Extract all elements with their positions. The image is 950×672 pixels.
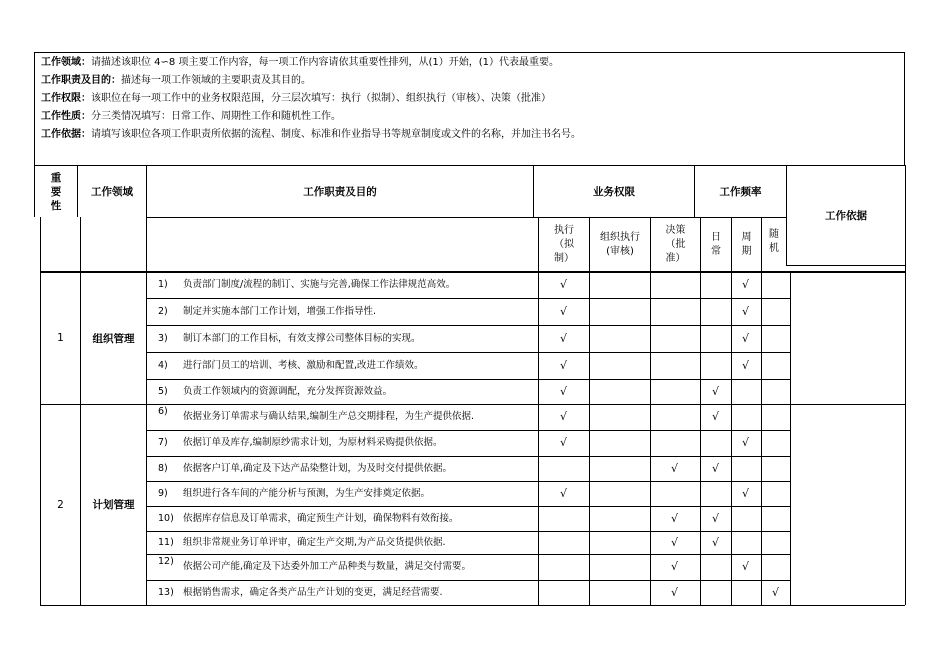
duty-description: 依据库存信息及订单需求，确定预生产计划，确保物料有效衔接。 <box>183 512 459 524</box>
check-mark-random: √ <box>772 586 780 599</box>
exec-subheader-line: 制） <box>554 252 574 264</box>
exec-subheader <box>539 218 589 271</box>
duty-description: 依据订单及库存,编制原纱需求计划，为原材料采购提供依据。 <box>183 437 443 448</box>
duty-number: 8) <box>158 462 168 474</box>
frequency-header: 工作频率 <box>719 185 762 198</box>
table-column-divider <box>790 272 791 605</box>
check-mark-periodic: √ <box>742 560 750 573</box>
check-mark-exec: √ <box>560 359 568 372</box>
duty-number: 5) <box>158 385 168 397</box>
authority-header: 业务权限 <box>593 185 635 198</box>
check-mark-exec: √ <box>560 410 568 423</box>
instruction-line <box>41 110 341 124</box>
table-right-border <box>905 271 906 605</box>
check-mark-decide: √ <box>671 512 679 525</box>
instruction-line <box>41 74 311 88</box>
duty-description: 组织非常规业务订单评审，确定生产交期,为产品交货提供依据. <box>183 536 446 548</box>
table-column-divider <box>731 272 732 605</box>
check-mark-exec: √ <box>560 278 568 291</box>
instruction-text: 该职位在每一项工作中的业务权限范围，分三层次填写：执行（拟制）、组织执行（审核）、决策（批准） <box>91 93 551 104</box>
subheader-divider <box>146 217 147 271</box>
duty-number: 6) <box>158 406 168 417</box>
instruction-label: 工作权限： <box>41 93 91 104</box>
subheader-divider <box>80 217 81 271</box>
duty-number: 7) <box>158 437 168 448</box>
duties-header: 工作职责及目的 <box>303 185 377 198</box>
group-domain: 组织管理 <box>92 332 135 345</box>
duty-description: 根据销售需求，确定各类产品生产计划的变更，满足经营需要. <box>183 586 443 598</box>
duty-number: 2) <box>158 305 168 317</box>
check-mark-exec: √ <box>560 332 568 345</box>
table-column-divider <box>650 272 651 605</box>
instruction-label: 工作职责及目的： <box>41 75 121 86</box>
instruction-text: 描述每一项工作领域的主要职责及其目的。 <box>121 75 311 86</box>
check-mark-periodic: √ <box>742 278 750 291</box>
periodic-subheader-line: 周 <box>741 231 752 243</box>
check-mark-exec: √ <box>560 436 568 449</box>
check-mark-exec: √ <box>560 385 568 398</box>
org-subheader-line: (审核) <box>606 245 634 257</box>
instruction-text: 请填写该职位各项工作职责所依据的流程、制度、标准和作业指导书等规章制度或文件的名称，并加注书名号。 <box>91 129 581 140</box>
check-mark-exec: √ <box>560 305 568 318</box>
table-column-divider <box>589 272 590 605</box>
check-mark-periodic: √ <box>742 487 750 500</box>
table-column-divider <box>761 272 762 605</box>
duty-description: 制订本部门的工作目标，有效支撑公司整体目标的实现。 <box>183 332 421 344</box>
duty-description: 依据公司产能,确定及下达委外加工产品种类与数量，满足交付需要。 <box>183 561 472 572</box>
duty-description: 负责工作领域内的资源调配，充分发挥资源效益。 <box>183 385 393 397</box>
duty-number: 11) <box>158 536 174 548</box>
duty-description: 组织进行各车间的产能分析与预测，为生产安排奠定依据。 <box>183 487 431 499</box>
random-subheader <box>762 218 786 265</box>
basis-bottom-border <box>786 265 905 266</box>
check-mark-periodic: √ <box>742 305 750 318</box>
table-column-divider <box>538 272 539 605</box>
importance-char: 要 <box>50 185 62 198</box>
check-mark-daily: √ <box>712 410 720 423</box>
duty-description: 依据客户订单,确定及下达产品染整计划，为及时交付提供依据。 <box>183 462 453 474</box>
instruction-line <box>41 56 559 70</box>
table-column-divider <box>146 272 147 605</box>
check-mark-periodic: √ <box>742 436 750 449</box>
check-mark-daily: √ <box>712 462 720 475</box>
table-group-border <box>40 605 905 606</box>
decide-subheader-line: 决策 <box>665 224 686 236</box>
random-subheader-line: 随 <box>769 228 779 240</box>
decide-subheader-line: 准） <box>665 252 686 264</box>
duty-description: 依据业务订单需求与确认结果,编制生产总交期排程，为生产提供依据. <box>183 411 475 422</box>
duty-number: 12) <box>158 556 174 567</box>
instruction-line <box>41 92 551 106</box>
duty-number: 9) <box>158 487 168 499</box>
group-domain: 计划管理 <box>92 499 135 511</box>
duty-number: 4) <box>158 359 168 371</box>
subheader-divider <box>40 217 41 271</box>
decide-subheader-line: （批 <box>665 238 686 250</box>
check-mark-daily: √ <box>712 512 720 525</box>
duty-description: 负责部门制度/流程的制订、实施与完善,确保工作法律规范高效。 <box>183 279 456 290</box>
decide-subheader <box>651 218 700 271</box>
daily-subheader-line: 常 <box>711 245 721 257</box>
check-mark-periodic: √ <box>742 332 750 345</box>
duty-description: 制定并实施本部门工作计划，增强工作指导性. <box>183 305 377 317</box>
check-mark-periodic: √ <box>742 359 750 372</box>
check-mark-daily: √ <box>712 385 720 398</box>
daily-subheader <box>701 218 731 271</box>
duty-number: 3) <box>158 332 168 344</box>
instruction-line <box>41 128 581 142</box>
check-mark-decide: √ <box>671 462 679 475</box>
periodic-subheader-line: 期 <box>741 245 752 257</box>
group-rank: 2 <box>57 498 64 511</box>
importance-char: 性 <box>50 199 62 212</box>
periodic-subheader <box>732 218 761 271</box>
header-divider <box>905 165 906 271</box>
domain-header: 工作领域 <box>91 185 133 198</box>
duty-number: 10) <box>158 512 174 524</box>
org-subheader <box>590 218 650 271</box>
basis-header: 工作依据 <box>825 210 867 222</box>
group-rank: 1 <box>57 332 64 344</box>
random-subheader-line: 机 <box>769 242 779 254</box>
check-mark-daily: √ <box>712 536 720 549</box>
instruction-text: 分三类情况填写：日常工作、周期性工作和随机性工作。 <box>91 111 341 122</box>
check-mark-decide: √ <box>671 536 679 549</box>
org-subheader-line: 组织执行 <box>600 231 640 243</box>
check-mark-decide: √ <box>671 560 679 573</box>
instruction-text: 请描述该职位 4∽8 项主要工作内容，每一项工作内容请依其重要性排列，从(1）开始，(1）代表最重要。 <box>91 57 559 68</box>
importance-header <box>35 166 77 217</box>
instruction-label: 工作依据： <box>41 129 91 140</box>
duty-number: 1) <box>158 279 168 290</box>
duty-description: 进行部门员工的培训、考核、激励和配置,改进工作绩效。 <box>183 359 424 371</box>
check-mark-exec: √ <box>560 487 568 500</box>
exec-subheader-line: 执行 <box>554 224 574 236</box>
instruction-label: 工作性质： <box>41 111 91 122</box>
exec-subheader-line: （拟 <box>554 238 574 250</box>
duty-number: 13) <box>158 586 174 598</box>
table-column-divider <box>700 272 701 605</box>
daily-subheader-line: 日 <box>711 231 721 243</box>
check-mark-decide: √ <box>671 586 679 599</box>
importance-char: 重 <box>50 171 62 184</box>
instruction-label: 工作领域： <box>41 57 91 68</box>
